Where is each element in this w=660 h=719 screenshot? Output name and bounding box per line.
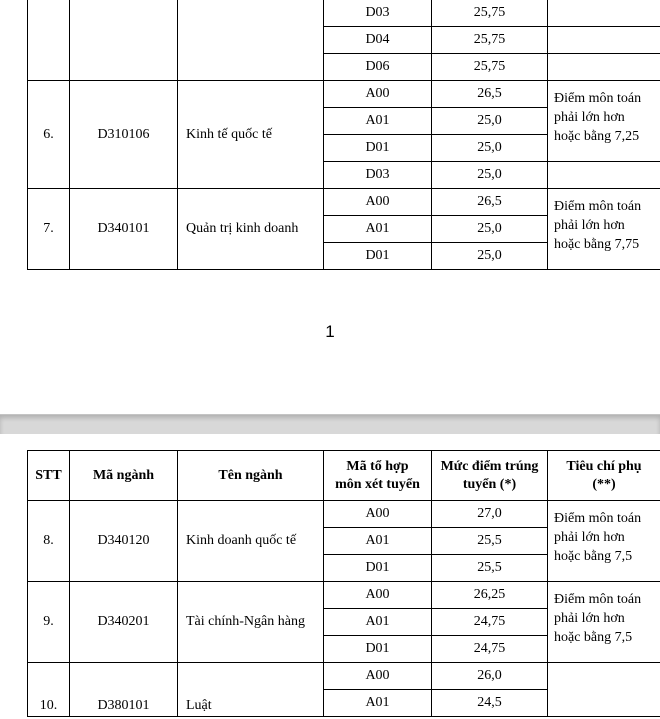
code-cell: D340120 [70,501,178,582]
table-row [28,0,660,27]
page-number: 1 [325,322,335,341]
score-cell: 27,0 [432,501,548,528]
table-row [28,27,660,54]
score-cell: 26,0 [432,663,548,690]
criteria-cell [548,54,660,81]
combo-cell: D01 [324,555,432,582]
table-row [28,189,660,216]
combo-cell: A01 [324,528,432,555]
code-cell: D340201 [70,582,178,663]
score-cell: 26,25 [432,582,548,609]
criteria-cell [548,663,660,717]
score-cell: 25,5 [432,528,548,555]
score-cell: 25,75 [432,0,548,27]
combo-cell: D03 [324,0,432,27]
table-header-row [28,451,660,501]
name-cell: Luật [178,663,324,717]
name-cell [178,0,324,27]
criteria-cell [548,0,660,27]
criteria-cell: Điểm môn toán phải lớn hơn hoặc bằng 7,25 [548,81,660,162]
code-cell [70,0,178,27]
combo-cell: D04 [324,27,432,54]
score-cell: 25,5 [432,555,548,582]
header-criteria: Tiêu chí phụ (**) [548,451,660,501]
table-row [28,501,660,528]
stt-cell: 9. [28,582,70,663]
combo-cell: A01 [324,108,432,135]
combo-cell: A00 [324,663,432,690]
header-name: Tên ngành [178,451,324,501]
name-cell: Quản trị kinh doanh [178,189,324,270]
criteria-cell [548,162,660,189]
code-cell: D340101 [70,189,178,270]
stt-cell: 6. [28,81,70,189]
combo-cell: D01 [324,135,432,162]
score-cell: 25,75 [432,27,548,54]
stt-cell: 8. [28,501,70,582]
header-code: Mã ngành [70,451,178,501]
combo-cell: A00 [324,582,432,609]
table-row [28,582,660,609]
stt-cell: 10. [28,663,70,717]
score-cell: 24,75 [432,609,548,636]
table-row [28,54,660,81]
name-cell: Tài chính-Ngân hàng [178,582,324,663]
score-cell: 25,0 [432,108,548,135]
page-separator [0,414,660,435]
code-cell: D380101 [70,663,178,717]
table-row [28,663,660,690]
admission-scores-table [27,450,660,717]
criteria-cell [548,27,660,54]
combo-cell: D03 [324,162,432,189]
header-stt: STT [28,451,70,501]
combo-cell: A00 [324,81,432,108]
score-cell: 25,75 [432,54,548,81]
header-combo: Mã tổ hợp môn xét tuyển [324,451,432,501]
score-cell: 25,0 [432,135,548,162]
combo-cell: A00 [324,501,432,528]
criteria-cell: Điểm môn toán phải lớn hơn hoặc bằng 7,5 [548,582,660,663]
criteria-cell: Điểm môn toán phải lớn hơn hoặc bằng 7,75 [548,189,660,270]
combo-cell: D01 [324,636,432,663]
combo-cell: A01 [324,609,432,636]
stt-cell: 7. [28,189,70,270]
combo-cell: D06 [324,54,432,81]
score-cell: 26,5 [432,81,548,108]
name-cell: Kinh tế quốc tế [178,81,324,189]
admission-scores-table-continued [27,0,660,270]
code-cell: D310106 [70,81,178,189]
combo-cell: D01 [324,243,432,270]
score-cell: 25,0 [432,216,548,243]
score-cell: 25,0 [432,243,548,270]
combo-cell: A01 [324,690,432,717]
score-cell: 25,0 [432,162,548,189]
header-score: Mức điểm trúng tuyển (*) [432,451,548,501]
combo-cell: A01 [324,216,432,243]
name-cell: Kinh doanh quốc tế [178,501,324,582]
stt-cell [28,0,70,27]
criteria-cell: Điểm môn toán phải lớn hơn hoặc bằng 7,5 [548,501,660,582]
combo-cell: A00 [324,189,432,216]
table-row [28,81,660,108]
score-cell: 24,75 [432,636,548,663]
score-cell: 24,5 [432,690,548,717]
score-cell: 26,5 [432,189,548,216]
